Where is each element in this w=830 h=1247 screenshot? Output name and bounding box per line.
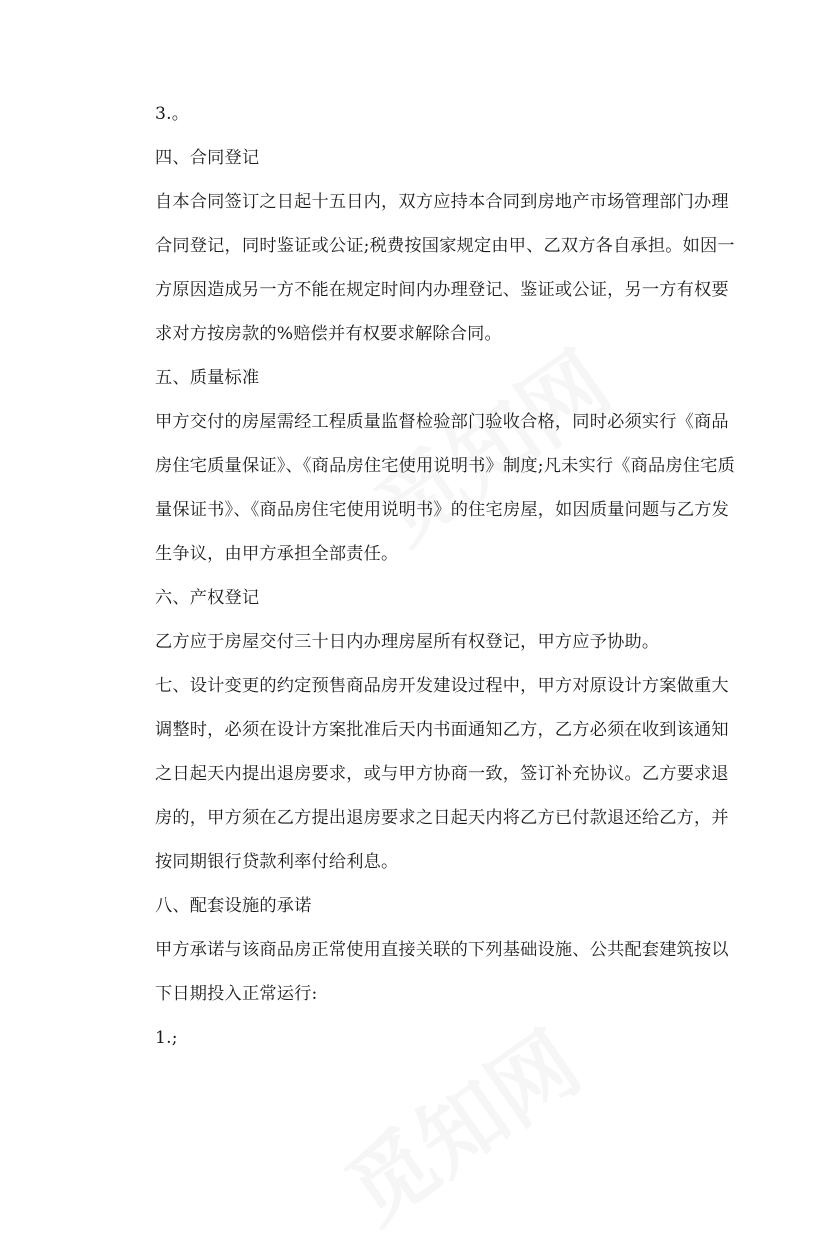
paragraph-line: 调整时，必须在设计方案批准后天内书面通知乙方，乙方必须在收到该通知 [155, 720, 729, 740]
section-heading-quality-standard: 五、质量标准 [155, 368, 260, 388]
section-heading-design-change: 七、设计变更的约定预售商品房开发建设过程中，甲方对原设计方案做重大 [155, 676, 729, 696]
section-heading-property-registration: 六、产权登记 [155, 588, 260, 608]
paragraph-line: 求对方按房款的%赔偿并有权要求解除合同。 [155, 324, 502, 344]
paragraph-line: 房的，甲方须在乙方提出退房要求之日起天内将乙方已付款退还给乙方，并 [155, 808, 729, 828]
paragraph-line: 之日起天内提出退房要求，或与甲方协商一致，签订补充协议。乙方要求退 [155, 764, 729, 784]
paragraph-line: 方原因造成另一方不能在规定时间内办理登记、鉴证或公证，另一方有权要 [155, 280, 729, 300]
section-heading-contract-registration: 四、合同登记 [155, 148, 260, 168]
paragraph-line: 下日期投入正常运行: [155, 984, 318, 1004]
paragraph-line: 甲方承诺与该商品房正常使用直接关联的下列基础设施、公共配套建筑按以 [155, 940, 729, 960]
document-body [155, 104, 735, 1048]
paragraph-line: 按同期银行贷款利率付给利息。 [155, 852, 399, 872]
paragraph-line: 房住宅质量保证》、《商品房住宅使用说明书》制度;凡未实行《商品房住宅质 [155, 456, 735, 476]
section-heading-facilities-commitment: 八、配套设施的承诺 [155, 896, 312, 916]
paragraph-line: 甲方交付的房屋需经工程质量监督检验部门验收合格，同时必须实行《商品 [155, 412, 729, 432]
paragraph-line: 自本合同签订之日起十五日内，双方应持本合同到房地产市场管理部门办理 [155, 192, 729, 212]
paragraph-line: 生争议，由甲方承担全部责任。 [155, 544, 399, 564]
list-item-3: 3.。 [155, 104, 190, 124]
list-item-1: 1.; [155, 1028, 178, 1048]
paragraph-line: 合同登记，同时鉴证或公证;税费按国家规定由甲、乙双方各自承担。如因一 [155, 236, 735, 256]
paragraph-line: 量保证书》、《商品房住宅使用说明书》的住宅房屋，如因质量问题与乙方发 [155, 500, 729, 520]
paragraph-line: 乙方应于房屋交付三十日内办理房屋所有权登记，甲方应予协助。 [155, 632, 660, 652]
